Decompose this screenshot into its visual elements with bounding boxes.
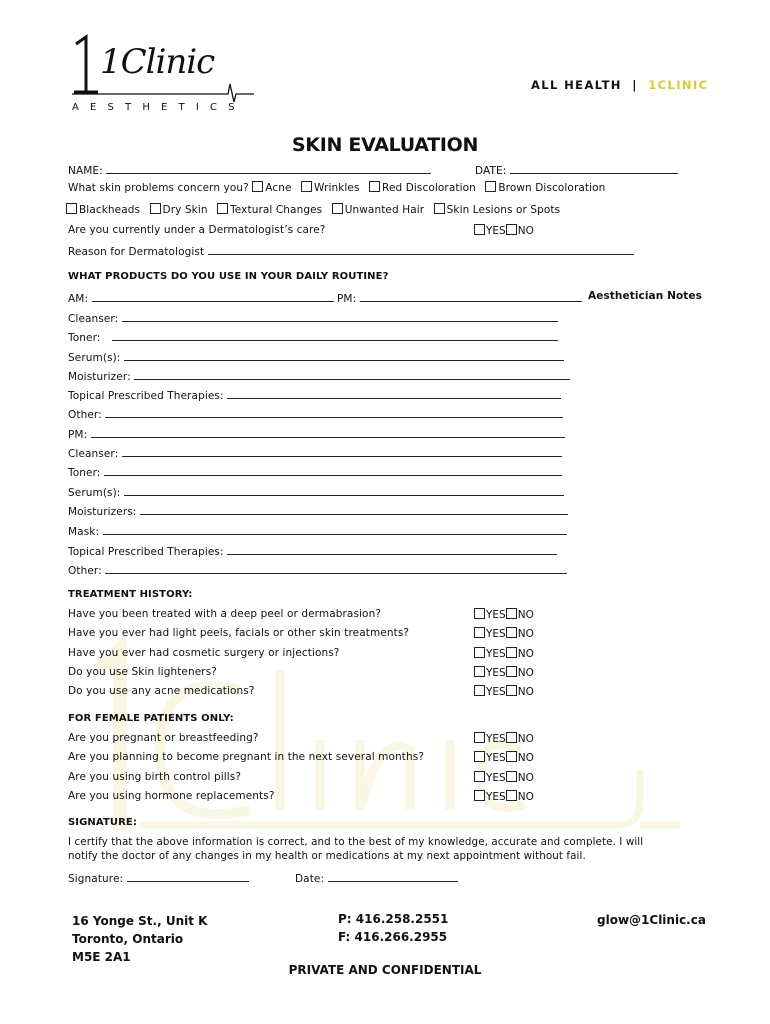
female-yes-no	[474, 751, 534, 764]
pm-field[interactable]	[91, 426, 565, 438]
yes-label: YES	[486, 733, 506, 745]
pm-inline-field[interactable]	[360, 290, 582, 302]
checkbox[interactable]	[150, 203, 161, 214]
female-question: Are you using birth control pills?	[68, 771, 241, 783]
no-checkbox[interactable]	[506, 224, 517, 235]
confidential-notice: PRIVATE AND CONFIDENTIAL	[288, 963, 482, 977]
product-field[interactable]	[122, 310, 558, 322]
no-label: NO	[517, 791, 534, 803]
concern-label: Brown Discoloration	[498, 182, 606, 194]
certification-line-1: I certify that the above information is correct, and to the best of my knowledge, accurate and complete. I will	[68, 836, 644, 848]
no-label: NO	[517, 628, 534, 640]
signature-field[interactable]	[127, 870, 249, 882]
pm-row	[68, 426, 565, 441]
header-tagline	[531, 78, 708, 92]
product-label: Cleanser:	[68, 313, 119, 325]
yes-label: YES	[486, 609, 506, 621]
am-product-row	[68, 387, 561, 402]
yes-checkbox[interactable]	[474, 627, 485, 638]
pm-product-row	[68, 543, 557, 558]
no-checkbox[interactable]	[506, 647, 517, 658]
footer-email[interactable]: glow@1Clinic.ca	[597, 913, 706, 927]
no-label: NO	[517, 609, 534, 621]
product-field[interactable]	[112, 329, 558, 341]
footer-address	[72, 912, 207, 966]
no-checkbox[interactable]	[506, 751, 517, 762]
concern-label: Dry Skin	[162, 204, 208, 216]
treatment-question: Do you use Skin lighteners?	[68, 666, 217, 678]
product-label: Other:	[68, 565, 102, 577]
product-label: Serum(s):	[68, 487, 121, 499]
yes-label: YES	[486, 772, 506, 784]
address-line: Toronto, Ontario	[72, 932, 184, 946]
yes-checkbox[interactable]	[474, 732, 485, 743]
concern-brown-discoloration[interactable]	[485, 181, 605, 194]
no-checkbox[interactable]	[506, 790, 517, 801]
product-label: Serum(s):	[68, 352, 121, 364]
concern-skin-lesions[interactable]	[434, 203, 561, 216]
no-label: NO	[517, 752, 534, 764]
product-field[interactable]	[104, 464, 562, 476]
concern-label: Unwanted Hair	[344, 204, 425, 216]
signature-date-label: Date:	[295, 873, 325, 885]
female-question: Are you pregnant or breastfeeding?	[68, 732, 259, 744]
pm-product-row	[68, 445, 562, 460]
treatment-yes-no	[474, 647, 534, 660]
female-yes-no	[474, 732, 534, 745]
name-row	[68, 162, 431, 177]
yes-checkbox[interactable]	[474, 224, 485, 235]
am-product-row	[68, 349, 564, 364]
no-label: NO	[517, 667, 534, 679]
pm-product-row	[68, 464, 562, 479]
yes-checkbox[interactable]	[474, 771, 485, 782]
date-field[interactable]	[510, 162, 678, 174]
concern-blackheads[interactable]	[66, 203, 140, 216]
watermark-logo	[80, 630, 700, 860]
am-product-row	[68, 406, 563, 421]
address-line: M5E 2A1	[72, 950, 131, 964]
checkbox[interactable]	[252, 181, 263, 192]
logo-wordmark: 1Clinic	[100, 42, 215, 82]
logo-subtitle: A E S T H E T I C S	[72, 102, 239, 113]
product-label: Moisturizers:	[68, 506, 137, 518]
yes-checkbox[interactable]	[474, 666, 485, 677]
yes-label: YES	[486, 648, 506, 660]
concerns-row-2	[66, 203, 566, 216]
treatment-question: Do you use any acne medications?	[68, 685, 255, 697]
name-field[interactable]	[106, 162, 431, 174]
pm-product-row	[68, 503, 568, 518]
signature-label: Signature:	[68, 873, 124, 885]
product-label: Topical Prescribed Therapies:	[68, 546, 224, 558]
treatment-yes-no	[474, 685, 534, 698]
product-field[interactable]	[134, 368, 570, 380]
signature-date-field[interactable]	[328, 870, 458, 882]
checkbox[interactable]	[332, 203, 343, 214]
female-question: Are you planning to become pregnant in the next several months?	[68, 751, 425, 763]
pm-product-row	[68, 523, 567, 538]
product-label: Toner:	[68, 332, 101, 344]
tagline-main: ALL HEALTH	[531, 78, 622, 92]
concern-wrinkles[interactable]	[301, 181, 360, 194]
am-row	[68, 290, 582, 305]
no-label: NO	[517, 686, 534, 698]
checkbox[interactable]	[217, 203, 228, 214]
signature-row	[68, 870, 249, 885]
female-heading: FOR FEMALE PATIENTS ONLY:	[68, 713, 234, 724]
dermatologist-question: Are you currently under a Dermatologist’s care?	[68, 224, 326, 236]
am-product-row	[68, 310, 558, 325]
yes-checkbox[interactable]	[474, 685, 485, 696]
treatment-question: Have you ever had light peels, facials or other skin treatments?	[68, 627, 410, 639]
product-field[interactable]	[124, 349, 564, 361]
product-field[interactable]	[103, 523, 567, 535]
yes-checkbox[interactable]	[474, 608, 485, 619]
name-label: NAME:	[68, 165, 103, 177]
treatment-question: Have you ever had cosmetic surgery or injections?	[68, 647, 340, 659]
tagline-accent: 1CLINIC	[648, 78, 709, 92]
concern-label: Blackheads	[79, 204, 141, 216]
reason-row	[68, 243, 634, 258]
concerns-row-1	[68, 181, 611, 194]
pm-product-row	[68, 562, 567, 577]
concern-acne[interactable]	[252, 181, 291, 194]
concern-red-discoloration[interactable]	[369, 181, 476, 194]
products-heading: WHAT PRODUCTS DO YOU USE IN YOUR DAILY ROUTINE?	[68, 271, 389, 282]
footer-contact	[338, 910, 448, 946]
female-question: Are you using hormone replacements?	[68, 790, 275, 802]
no-label: NO	[517, 733, 534, 745]
am-label: AM:	[68, 293, 89, 305]
treatment-yes-no	[474, 666, 534, 679]
checkbox[interactable]	[485, 181, 496, 192]
product-field[interactable]	[227, 387, 561, 399]
reason-label: Reason for Dermatologist	[68, 246, 205, 258]
treatment-question: Have you been treated with a deep peel or dermabrasion?	[68, 608, 381, 620]
product-field[interactable]	[105, 406, 563, 418]
no-checkbox[interactable]	[506, 732, 517, 743]
product-field[interactable]	[227, 543, 557, 555]
female-yes-no	[474, 790, 534, 803]
treatment-heading: TREATMENT HISTORY:	[68, 589, 193, 600]
checkbox[interactable]	[66, 203, 77, 214]
concern-unwanted-hair[interactable]	[332, 203, 424, 216]
fax-number: F: 416.266.2955	[338, 930, 448, 944]
concern-dry-skin[interactable]	[150, 203, 208, 216]
concern-label: Textural Changes	[230, 204, 323, 216]
no-checkbox[interactable]	[506, 685, 517, 696]
date-label: DATE:	[475, 165, 507, 177]
date-row	[475, 162, 678, 177]
concern-label: Acne	[265, 182, 292, 194]
product-field[interactable]	[124, 484, 564, 496]
aesthetician-notes-label: Aesthetician Notes	[588, 290, 702, 302]
am-field[interactable]	[92, 290, 334, 302]
tagline-separator: |	[632, 78, 638, 92]
certification-line-2: notify the doctor of any changes in my health or medications at my next appointment without fail.	[68, 850, 586, 862]
yes-label: YES	[486, 628, 506, 640]
no-checkbox[interactable]	[506, 627, 517, 638]
treatment-yes-no	[474, 608, 534, 621]
no-label: NO	[517, 225, 534, 237]
no-checkbox[interactable]	[506, 771, 517, 782]
product-field[interactable]	[140, 503, 568, 515]
yes-label: YES	[486, 225, 506, 237]
yes-checkbox[interactable]	[474, 751, 485, 762]
product-label: Other:	[68, 409, 102, 421]
product-label: Cleanser:	[68, 448, 119, 460]
concern-textural-changes[interactable]	[217, 203, 322, 216]
yes-label: YES	[486, 791, 506, 803]
no-checkbox[interactable]	[506, 666, 517, 677]
concern-label: Wrinkles	[314, 182, 360, 194]
no-checkbox[interactable]	[506, 608, 517, 619]
am-product-row	[68, 368, 570, 383]
dermatologist-yes-no	[474, 224, 534, 237]
yes-label: YES	[486, 752, 506, 764]
product-label: Topical Prescribed Therapies:	[68, 390, 224, 402]
address-line: 16 Yonge St., Unit K	[72, 914, 208, 928]
am-product-row	[68, 329, 558, 344]
female-yes-no	[474, 771, 534, 784]
treatment-yes-no	[474, 627, 534, 640]
checkbox[interactable]	[301, 181, 312, 192]
signature-date-row	[295, 870, 458, 885]
product-field[interactable]	[122, 445, 562, 457]
checkbox[interactable]	[369, 181, 380, 192]
page-title: SKIN EVALUATION	[291, 134, 479, 156]
concern-label: Red Discoloration	[382, 182, 476, 194]
yes-checkbox[interactable]	[474, 790, 485, 801]
yes-label: YES	[486, 686, 506, 698]
checkbox[interactable]	[434, 203, 445, 214]
product-label: Moisturizer:	[68, 371, 131, 383]
product-field[interactable]	[105, 562, 567, 574]
yes-label: YES	[486, 667, 506, 679]
phone-number: P: 416.258.2551	[338, 912, 449, 926]
no-label: NO	[517, 772, 534, 784]
no-label: NO	[517, 648, 534, 660]
product-label: Mask:	[68, 526, 100, 538]
concerns-label: What skin problems concern you?	[68, 182, 249, 194]
product-label: Toner:	[68, 467, 101, 479]
concern-label: Skin Lesions or Spots	[446, 204, 561, 216]
yes-checkbox[interactable]	[474, 647, 485, 658]
signature-heading: SIGNATURE:	[68, 817, 137, 828]
pm-product-row	[68, 484, 564, 499]
reason-field[interactable]	[208, 243, 634, 255]
pm-label: PM:	[68, 429, 88, 441]
clinic-logo	[70, 34, 260, 118]
pm-inline-label: PM:	[337, 293, 357, 305]
